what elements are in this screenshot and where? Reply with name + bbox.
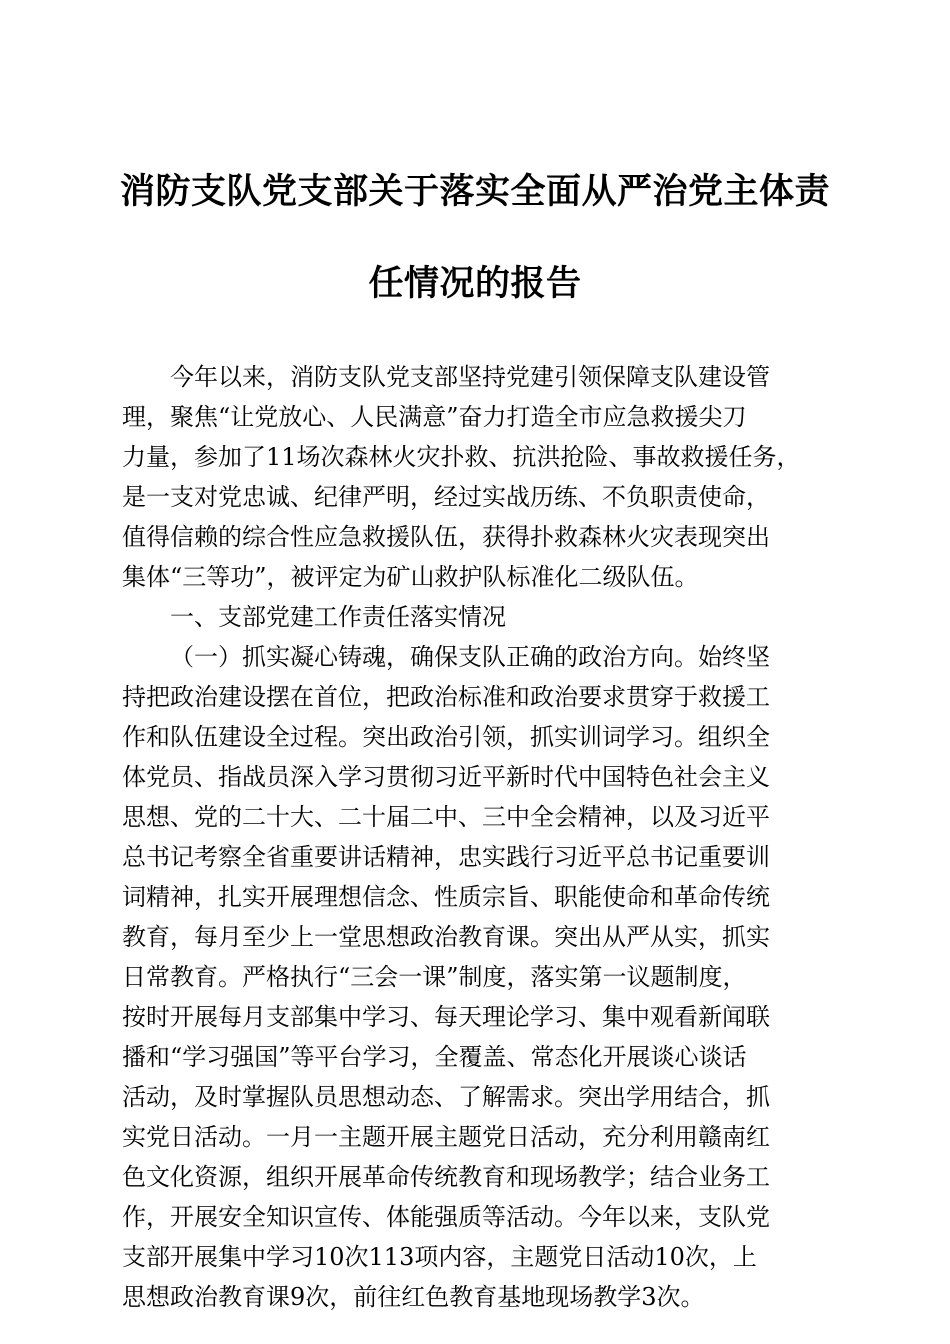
section-paragraph-line: 活动，及时掌握队员思想动态、了解需求。突出学用结合，抓: [122, 1083, 770, 1111]
intro-line: 理，聚焦“让党放心、人民满意”奋力打造全市应急救援尖刀: [122, 403, 747, 431]
section-heading: 一、支部党建工作责任落实情况: [170, 603, 506, 631]
section-paragraph-line: 词精神，扎实开展理想信念、性质宗旨、职能使命和革命传统: [122, 883, 770, 911]
section-paragraph-line: 作和队伍建设全过程。突出政治引领，抓实训词学习。组织全: [122, 723, 770, 751]
section-paragraph-line: 持把政治建设摆在首位，把政治标准和政治要求贯穿于救援工: [122, 683, 770, 711]
section-paragraph-line: 色文化资源，组织开展革命传统教育和现场教学；结合业务工: [122, 1163, 770, 1191]
intro-line: 值得信赖的综合性应急救援队伍，获得扑救森林火灾表现突出: [122, 523, 770, 551]
section-paragraph-line: 支部开展集中学习10次113项内容，主题党日活动10次，上: [122, 1243, 757, 1271]
section-paragraph-line: 按时开展每月支部集中学习、每天理论学习、集中观看新闻联: [122, 1003, 770, 1031]
section-paragraph-line: 日常教育。严格执行“三会一课”制度，落实第一议题制度，: [122, 963, 747, 991]
section-paragraph-line: 作，开展安全知识宣传、体能强质等活动。今年以来，支队党: [122, 1203, 770, 1231]
section-paragraph-line: 思想、党的二十大、二十届二中、三中全会精神，以及习近平: [122, 803, 770, 831]
section-paragraph-line: 思想政治教育课9次，前往红色教育基地现场教学3次。: [122, 1283, 705, 1311]
section-paragraph-line: 播和“学习强国”等平台学习，全覆盖、常态化开展谈心谈话: [122, 1043, 747, 1071]
section-paragraph-line: 体党员、指战员深入学习贯彻习近平新时代中国特色社会主义: [122, 763, 770, 791]
intro-line: 是一支对党忠诚、纪律严明，经过实战历练、不负职责使命，: [122, 483, 770, 511]
section-paragraph-line: 实党日活动。一月一主题开展主题党日活动，充分利用赣南红: [122, 1123, 770, 1151]
intro-line: 今年以来，消防支队党支部坚持党建引领保障支队建设管: [170, 363, 770, 391]
document-title-line-2: 任情况的报告: [368, 264, 582, 304]
section-paragraph-line: （一）抓实凝心铸魂，确保支队正确的政治方向。始终坚: [170, 643, 770, 671]
section-paragraph-line: 教育，每月至少上一堂思想政治教育课。突出从严从实，抓实: [122, 923, 770, 951]
document-title-line-1: 消防支队党支部关于落实全面从严治党主体责: [119, 172, 830, 212]
intro-line: 力量，参加了11场次森林火灾扑救、抗洪抢险、事故救援任务，: [122, 443, 801, 471]
section-paragraph-line: 总书记考察全省重要讲话精神，忠实践行习近平总书记重要训: [122, 843, 770, 871]
intro-line: 集体“三等功”，被评定为矿山救护队标准化二级队伍。: [122, 563, 699, 591]
